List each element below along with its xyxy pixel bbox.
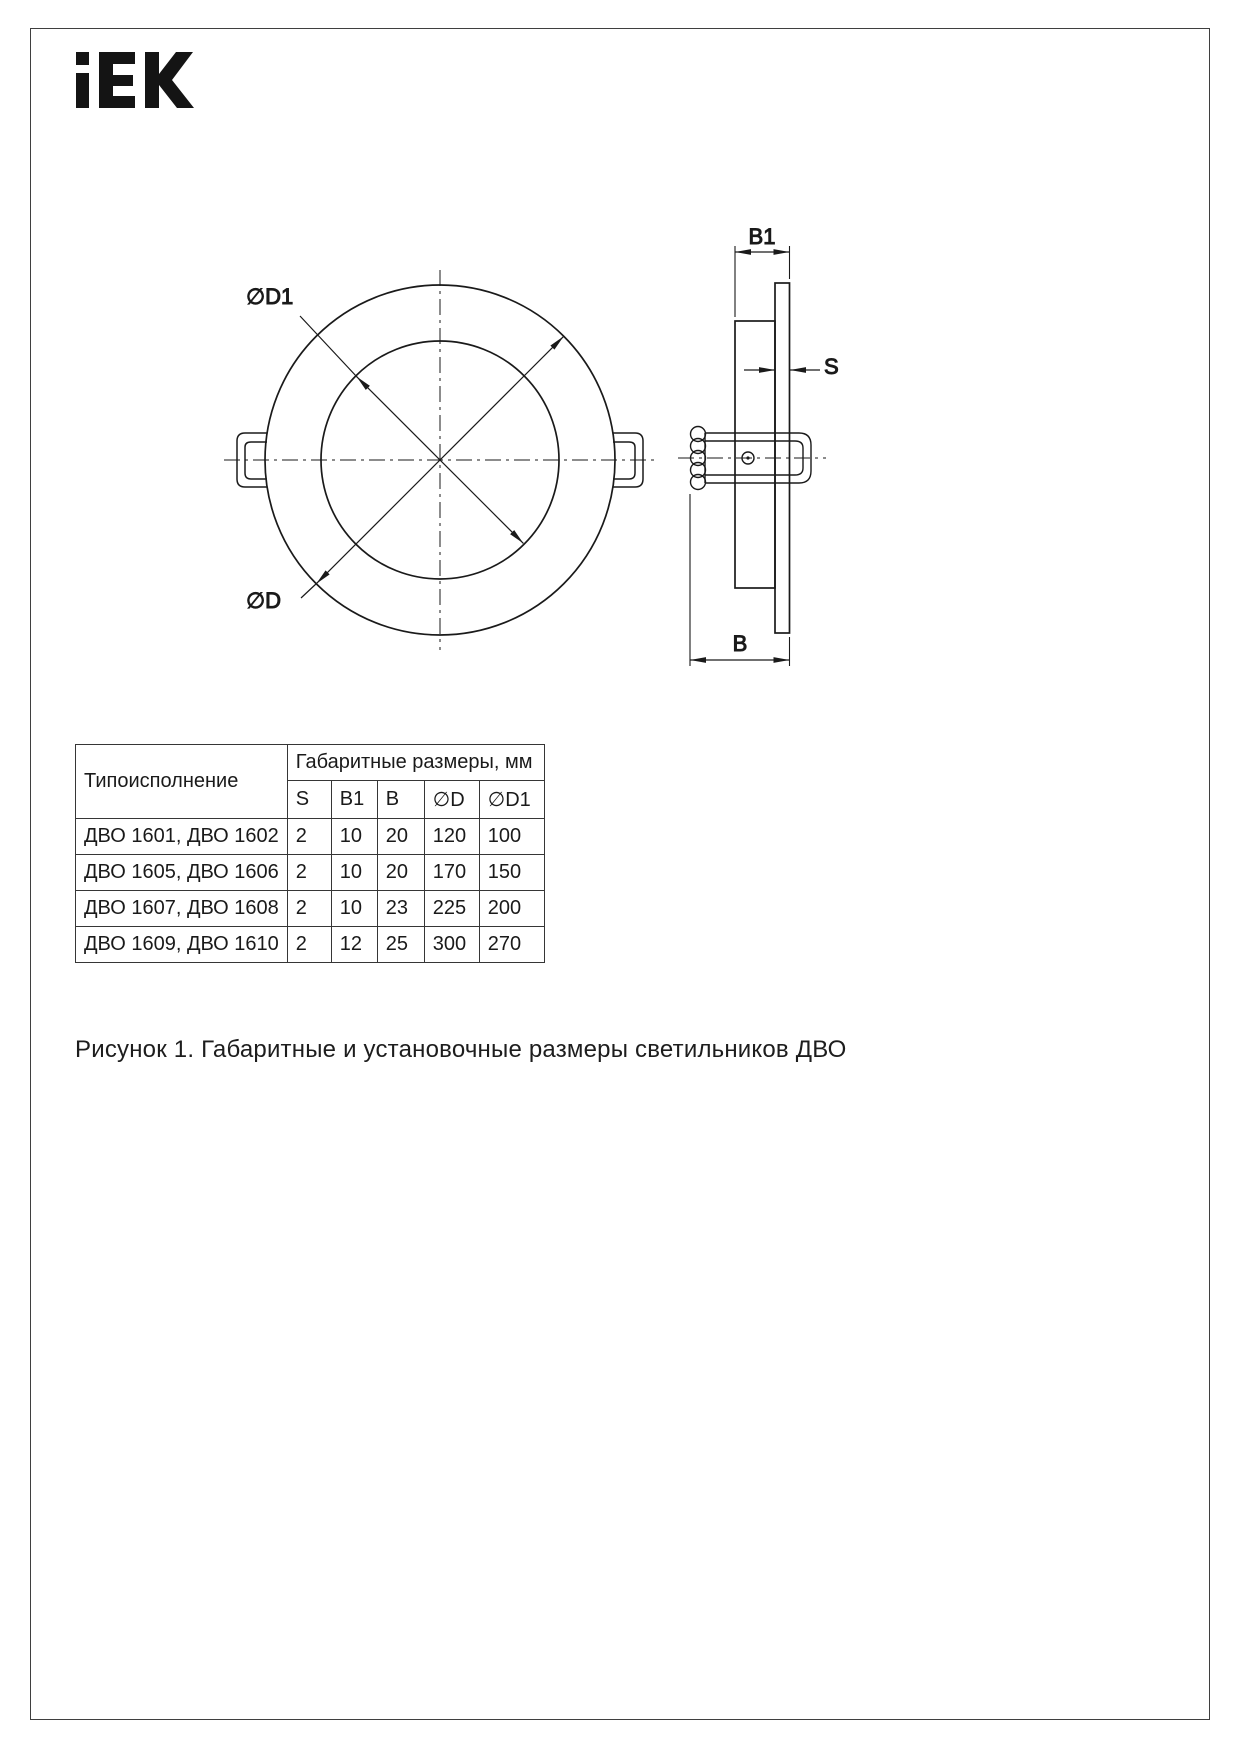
table-cell-d1: 200 [479,891,544,927]
lamp-body-section [735,321,775,588]
table-cell-b1: 10 [331,891,377,927]
table-cell-type: ДВО 1605, ДВО 1606 [76,855,288,891]
table-row [76,927,545,963]
table-header-d: ∅D [424,781,479,819]
dimensions-table [75,744,545,963]
table-cell-d: 225 [424,891,479,927]
table-header-d1: ∅D1 [479,781,544,819]
table-row [76,819,545,855]
table-cell-b: 25 [377,927,424,963]
table-cell-b: 20 [377,855,424,891]
table-cell-s: 2 [287,819,331,855]
label-b1: B1 [748,224,776,249]
table-cell-b: 23 [377,891,424,927]
table-header-b1: B1 [331,781,377,819]
table-cell-d1: 270 [479,927,544,963]
table-header-type: Типоисполнение [76,745,288,819]
table-cell-s: 2 [287,855,331,891]
table-cell-type: ДВО 1609, ДВО 1610 [76,927,288,963]
table-header-s: S [287,781,331,819]
table-row [76,855,545,891]
table-cell-d: 120 [424,819,479,855]
table-cell-b1: 12 [331,927,377,963]
dimension-b1 [735,246,790,317]
table-header-dims-group: Габаритные размеры, мм [287,745,544,781]
table-header-b: B [377,781,424,819]
table-cell-s: 2 [287,927,331,963]
table-cell-s: 2 [287,891,331,927]
label-s: S [824,354,839,379]
table-cell-b1: 10 [331,819,377,855]
table-header-row-1 [76,745,545,781]
label-b: B [732,631,748,656]
table-row [76,891,545,927]
figure-1-drawing [0,0,1240,740]
table-cell-d1: 100 [479,819,544,855]
front-dimension-lines [300,316,564,598]
table-cell-d1: 150 [479,855,544,891]
table-cell-type: ДВО 1607, ДВО 1608 [76,891,288,927]
table-cell-d: 170 [424,855,479,891]
label-diameter-d1: ∅D1 [246,284,294,309]
table-cell-d: 300 [424,927,479,963]
front-view [224,270,657,650]
figure-caption: Рисунок 1. Габаритные и установочные размеры светильников ДВО [75,1036,847,1063]
table-cell-b1: 10 [331,855,377,891]
table-cell-b: 20 [377,819,424,855]
label-diameter-d: ∅D [246,588,282,613]
side-view [678,224,839,666]
table-cell-type: ДВО 1601, ДВО 1602 [76,819,288,855]
